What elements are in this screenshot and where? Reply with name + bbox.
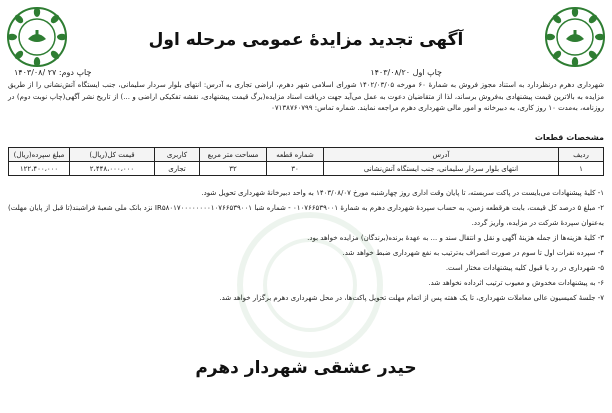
term-item: ۱- کلیهٔ پیشنهادات می‌بایست در پاکت سربسته، تا پایان وقت اداری روز چهارشنبه مورخ ۱۴۰۳/۰۸/۰۷ به واحد دبیرخانهٔ شهرداری تحویل شود. [201,189,604,197]
header-total-price: قیمت کل(ریال) [70,148,155,162]
cell-address: انتهای بلوار سردار سلیمانی، جنب ایستگاه آتش‌نشانی [324,162,559,176]
table-row [9,162,604,176]
term-item: ۲- مبلغ ۵ درصد کل قیمت، بابت هرقطعه زمین، به حساب سپردهٔ شهرداری دهرم به شمارهٔ ۰۱۰۷۶۶۵۳۹۰۰۱ - شماره شبا IR۵۸۰۱۷۰۰۰۰۰۰۰۰۱۰۷۶۶۵۳۹۰۰۱ نزد بانک ملی شعبهٔ فراشبند(تا قبل از پایان مهلت) به‌عنوان سپردهٔ شرکت در مزایده، واریز گردد. [8,204,604,227]
intro-paragraph: شهرداری دهرم درنظردارد به استناد مجوز فروش به شمارهٔ ۶۰ مورخه ۱۴۰۲/۰۳/۰۵ شورای اسلامی شهر دهرم، اراضی تجاری به آدرس: انتهای بلوار سردار سلیمانی، جنب ایستگاه آتش‌نشانی را از طریق مزایده به بالاترین قیمت پیشنهادی به‌فروش برساند، لذا از متقاضیان دعوت به عمل می‌آید جهت دریافت اسناد مزایده(برگ قیمت پیشنهادی، نقشه تفکیکی اراضی و ...) از تاریخ نشر آگهی(چاپ نوبت دوم) در روزنامه، به‌مدت ۱۰ روز کاری، به دبیرخانه و امور مالی شهرداری دهرم مراجعه نمایند. شماره تماس: ۰۷۱۳۸۷۶۰۷۹۹ [8,81,604,112]
header-address: آدرس [324,148,559,162]
municipality-seal-left [6,6,68,68]
first-publication-date: چاپ اول ۱۴۰۳/۰۸/۲۰ [370,68,442,77]
header-row-number: ردیف [559,148,604,162]
term-item: ۶- به پیشنهادات مخدوش و معیوب ترتیب اثرداده نخواهد شد. [428,279,604,287]
term-item: ۴- سپرده نفرات اول تا سوم در صورت انصراف به‌ترتیب به نفع شهرداری ضبط خواهد شد. [342,249,604,257]
municipality-seal-right [544,6,606,68]
header-lot-number: شماره قطعه [267,148,324,162]
cell-area: ۳۲ [200,162,267,176]
cell-deposit: ۱۲۲،۴۰۰،۰۰۰ [9,162,70,176]
cell-usage: تجاری [155,162,200,176]
lots-section-title: مشخصات قطعات [534,133,604,142]
term-item: ۵- شهرداری در رد یا قبول کلیه پیشنهادات مختار است. [445,264,604,272]
header-deposit: مبلغ سپرده(ریال) [9,148,70,162]
term-item: ۳- کلیهٔ هزینه‌ها از جمله هزینهٔ آگهی و نقل و انتقال سند و ... به عهدهٔ برنده(برندگان) مزایده خواهد بود. [307,234,604,242]
lots-table [8,147,604,176]
term-item: ۷- جلسهٔ کمیسیون عالی معاملات شهرداری، تا یک هفته پس از اتمام مهلت تحویل پاکت‌ها، در محل شهرداری دهرم برگزار خواهد شد. [219,294,604,302]
table-header-row [9,148,604,162]
cell-row-number: ۱ [559,162,604,176]
notice-title: آگهی تجدید مزایدهٔ عمومی مرحله اول [148,30,464,50]
second-publication-date: چاپ دوم: ۲۷ /۱۴۰۳/۰۸ [14,68,92,77]
terms-list [8,186,604,306]
header-area: مساحت متر مربع [200,148,267,162]
cell-total-price: ۲،۴۴۸،۰۰۰،۰۰۰ [70,162,155,176]
header-usage: کاربری [155,148,200,162]
mayor-signature: حیدر عشقی شهردار دهرم [195,358,417,378]
cell-lot-number: ۳۰ [267,162,324,176]
